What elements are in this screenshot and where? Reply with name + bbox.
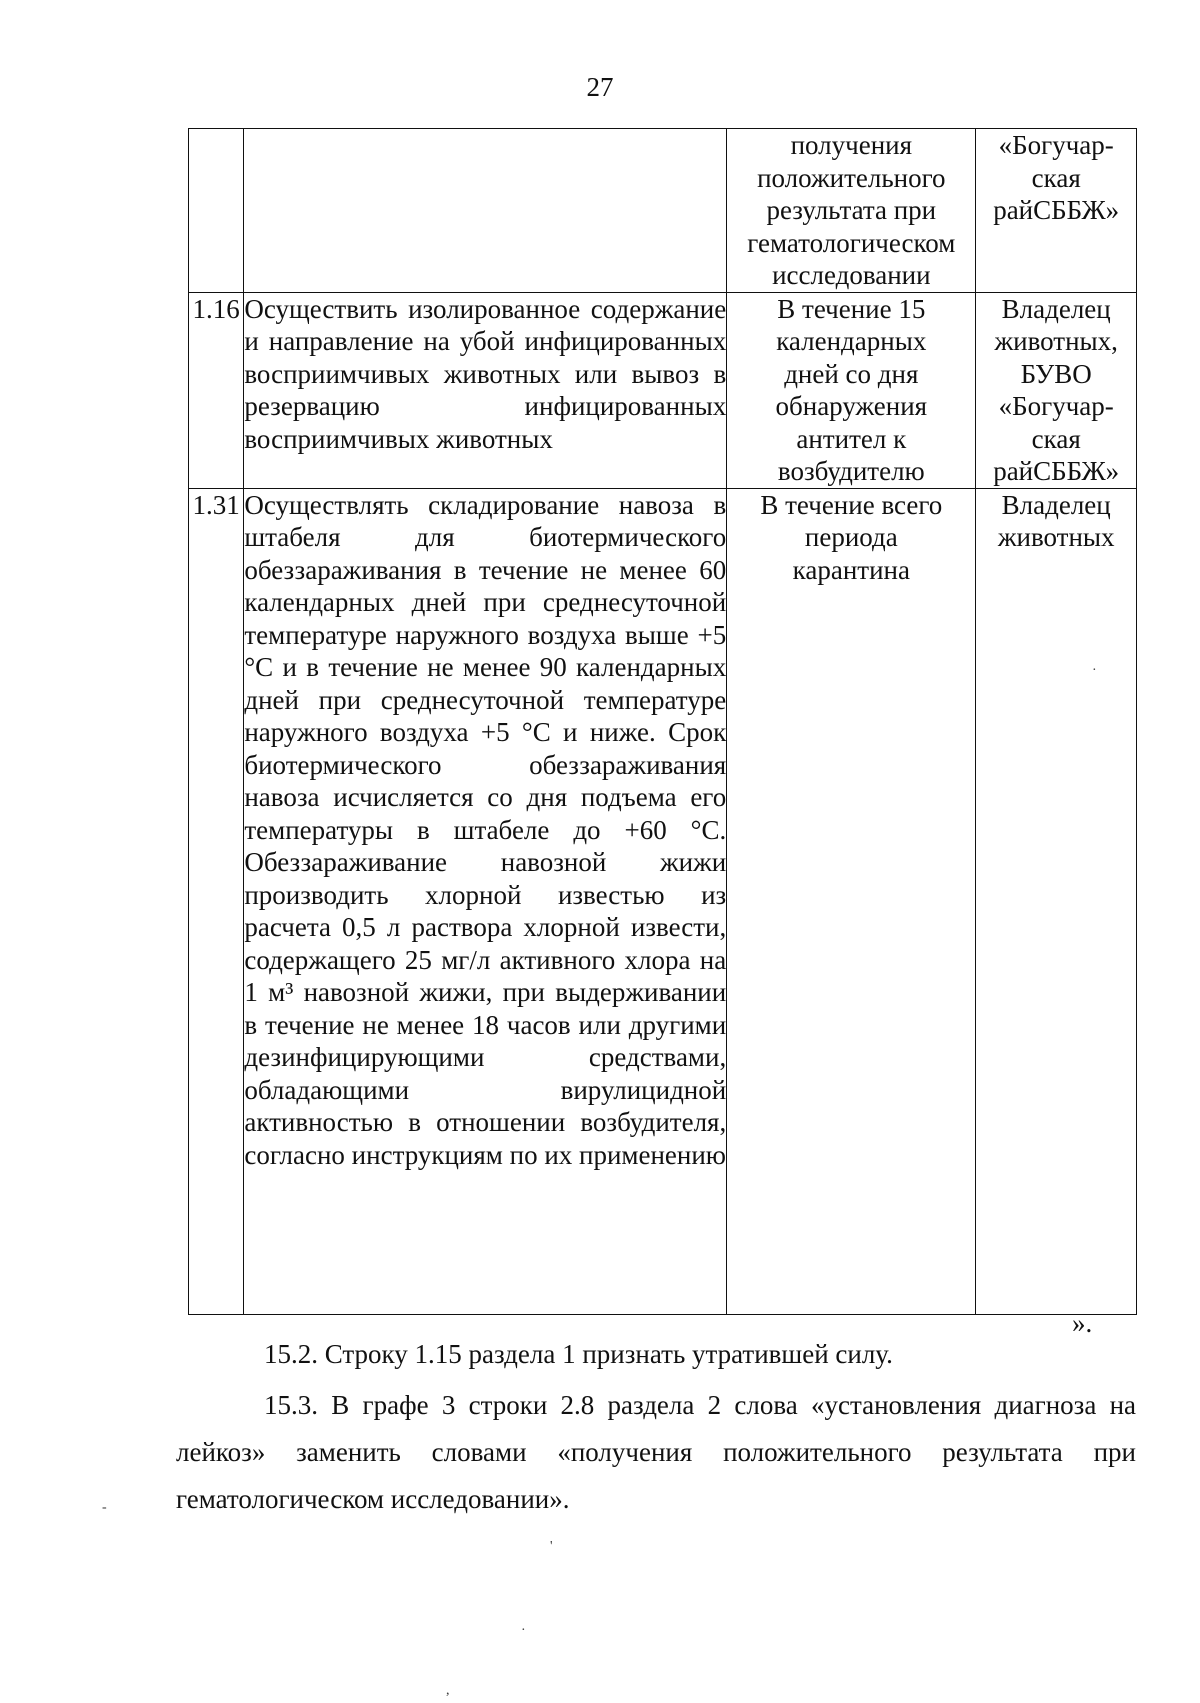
responsible-lines <box>976 489 1136 554</box>
cell-line: БУВО <box>1020 358 1092 389</box>
responsible-cell <box>976 292 1137 488</box>
row-number-cell: 1.31 <box>189 488 244 1314</box>
cell-line: животных <box>997 522 1115 552</box>
cell-line: животных, <box>994 326 1118 356</box>
responsible-lines <box>976 293 1136 488</box>
row-number-cell: 1.16 <box>189 292 244 488</box>
cell-line: «Богучар- <box>998 130 1114 160</box>
term-lines <box>727 293 975 488</box>
cell-line: карантина <box>792 554 910 585</box>
paragraph-15-2: 15.2. Строку 1.15 раздела 1 признать утратившей силу. <box>264 1339 893 1369</box>
term-cell <box>727 129 976 293</box>
term-lines <box>727 489 975 587</box>
cell-line: райСББЖ» <box>993 195 1120 225</box>
paragraph-15-3: 15.3. В графе 3 строки 2.8 раздела 2 слова «установления диагноза на лейкоз» заменить словами «получения положительного результата при гематологическом исследовании». <box>176 1390 1136 1514</box>
cell-line: исследовании <box>772 260 931 290</box>
responsible-lines <box>976 129 1136 227</box>
scan-speck: ' <box>550 1539 553 1554</box>
table-row <box>189 292 1137 488</box>
cell-line: Владелец <box>1001 293 1111 324</box>
cell-line: Владелец <box>1001 489 1111 520</box>
cell-line: «Богучар- <box>998 391 1114 421</box>
cell-line: календарных <box>776 326 927 356</box>
cell-line: ская <box>1031 423 1081 454</box>
page-number: 27 <box>586 72 614 102</box>
measure-description-cell: Осуществлять складирование навоза в штабеля для биотермического обеззараживания в течение не менее 60 календарных дней при среднесуточной температуре наружного воздуха выше +5 °С и в течение не менее 90 календарных дней при среднесуточной температуре наружного воздуха +5 °С и ниже. Срок биотермического обеззараживания навоза исчисляется со дня подъема его температуры в штабеле до +60 °С. Обеззараживание навозной жижи производить хлорной известью из расчета 0,5 л раствора хлорной извести, содержащего 25 мг/л активного хлора на 1 м³ навозной жижи, при выдерживании в течение не менее 18 часов или другими дезинфицирующими средствами, обладающими вирулицидной активностью в отношении возбудителя, согласно инструкциям по их применению <box>244 488 727 1314</box>
cell-line: периода <box>804 522 898 552</box>
cell-line: получения <box>790 130 913 160</box>
responsible-cell <box>976 488 1137 1314</box>
cell-line: ская <box>1031 162 1081 193</box>
cell-line: В течение 15 <box>777 293 926 324</box>
cell-line: результата при <box>766 195 937 225</box>
table-row <box>189 488 1137 1314</box>
term-cell <box>727 488 976 1314</box>
term-cell <box>727 292 976 488</box>
cell-line: гематологическом <box>747 227 956 258</box>
closing-quote: ». <box>1072 1308 1093 1338</box>
term-lines <box>727 129 975 292</box>
scan-speck: , <box>446 1683 450 1698</box>
scan-speck: · <box>1092 663 1097 678</box>
row-number-cell <box>189 129 244 293</box>
measure-description-cell <box>244 129 727 293</box>
table-row <box>189 129 1137 293</box>
scan-speck: · <box>521 1623 526 1638</box>
cell-line: положительного <box>757 162 946 193</box>
measure-description-cell: Осуществить изолированное содержание и направление на убой инфицированных восприимчивых животных или вывоз в резервацию инфицированных восприимчивых животных <box>244 292 727 488</box>
scan-speck: - <box>102 1500 107 1515</box>
cell-line: райСББЖ» <box>993 456 1120 486</box>
cell-line: возбудителю <box>777 456 925 486</box>
cell-line: дней со дня <box>784 358 919 389</box>
cell-line: обнаружения <box>775 391 928 421</box>
responsible-cell <box>976 129 1137 293</box>
measures-table <box>188 128 1137 1315</box>
cell-line: В течение всего <box>760 489 943 520</box>
cell-line: антител к <box>796 423 907 454</box>
